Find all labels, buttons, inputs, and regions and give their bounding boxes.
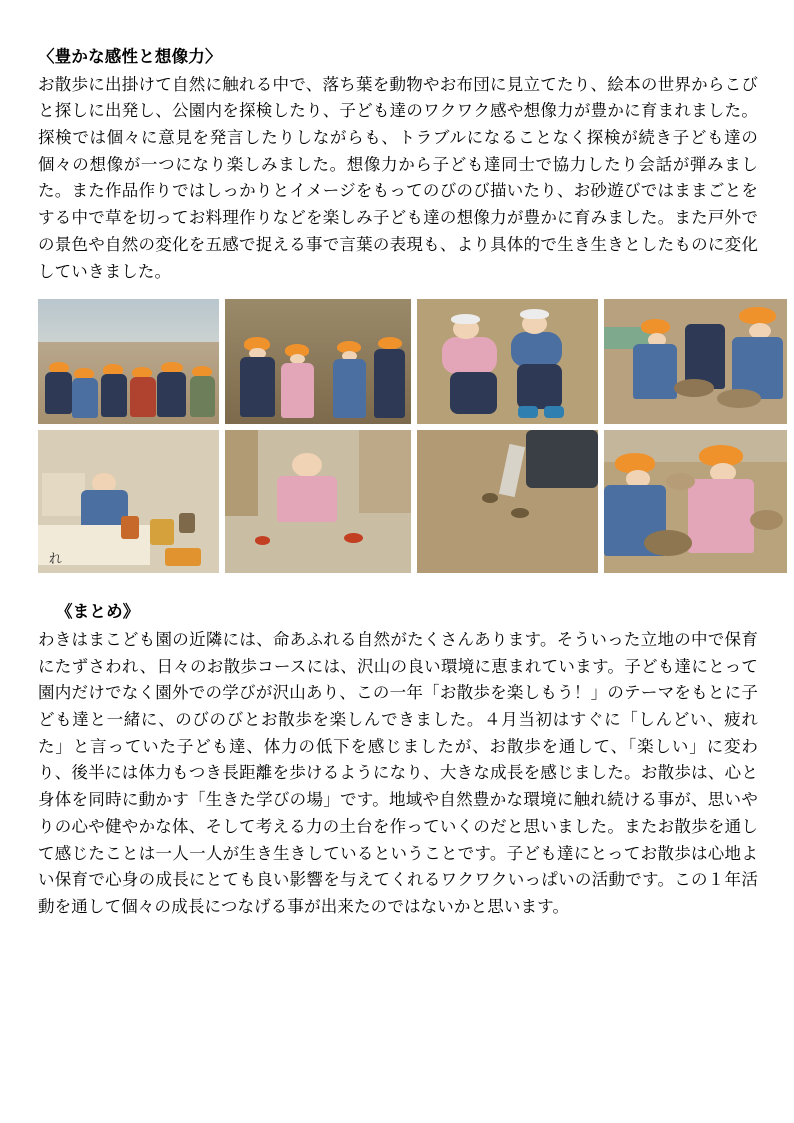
photo-grid	[38, 299, 758, 573]
photo-child-painting-red-artwork-on-paper	[225, 430, 411, 573]
photo-child-making-red-sand-cake	[417, 430, 598, 573]
section-1-body: お散歩に出掛けて自然に触れる中で、落ち葉を動物やお布団に見立てたり、絵本の世界からこびと探しに出発し、公園内を探検したり、子ども達のワクワク感や想像力が豊かに育まれました。探検では個々に意見を発言したりしながらも、トラブルになることなく探検が続き子ども達の個々の想像が一つになり楽しみました。想像力から子ども達同士で協力したり会話が弾みました。また作品作りではしっかりとイメージをもってのびのび描いたり、お砂遊びではままごとをする中で草を切ってお料理作りなどを楽しみ子ども達の想像力が豊かに育みました。また戸外での景色や自然の変化を五感で捉える事で言葉の表現も、より具体的で生き生きとしたものに変化していきました。	[38, 74, 758, 281]
photo-children-lying-down-on-fallen-leaves	[417, 299, 598, 424]
section-2-heading: 《まとめ》	[56, 602, 140, 622]
section-1-heading: 〈豊かな感性と想像力〉	[38, 47, 222, 66]
photo-two-children-with-bowls-playing-in-sand	[604, 430, 787, 573]
photo-row-2	[38, 430, 758, 573]
photo-children-gathered-under-tree-in-park	[38, 299, 219, 424]
photo-row-1	[38, 299, 758, 424]
photo-child-painting-at-indoor-table	[38, 430, 219, 573]
photo-children-playing-with-bowls-in-sandbox	[604, 299, 787, 424]
photo-children-walking-among-fallen-leaves	[225, 299, 411, 424]
section-2-body: わきはまこども園の近隣には、命あふれる自然がたくさんあります。そういった立地の中で保育にたずさわれ、日々のお散歩コースには、沢山の良い環境に恵まれています。子ども達にとって園内だけでなく園外での学びが沢山あり、この一年「お散歩を楽しもう！」のテーマをもとに子ども達と一緒に、のびのびとお散歩を楽しんできました。４月当初はすぐに「しんどい、疲れた」と言っていた子ども達、体力の低下を感じましたが、お散歩を通して、「楽しい」に変わり、後半には体力もつき長距離を歩けるようになり、大きな成長を感じました。お散歩は、心と身体を同時に動かす「生きた学びの場」です。地域や自然豊かな環境に触れ続ける事が、思いやりの心や健やかな体、そして考える力の土台を作っていくのだと思いました。またお散歩を通して感じたことは一人一人が生き生きしているということです。子ども達にとってお散歩は心地よい保育で心身の成長にとても良い影響を与えてくれるワクワクいっぱいの活動です。この１年活動を通して個々の成長につなげる事が出来たのではないかと思います。	[38, 629, 758, 917]
photo-caption-re: れ	[48, 550, 62, 566]
